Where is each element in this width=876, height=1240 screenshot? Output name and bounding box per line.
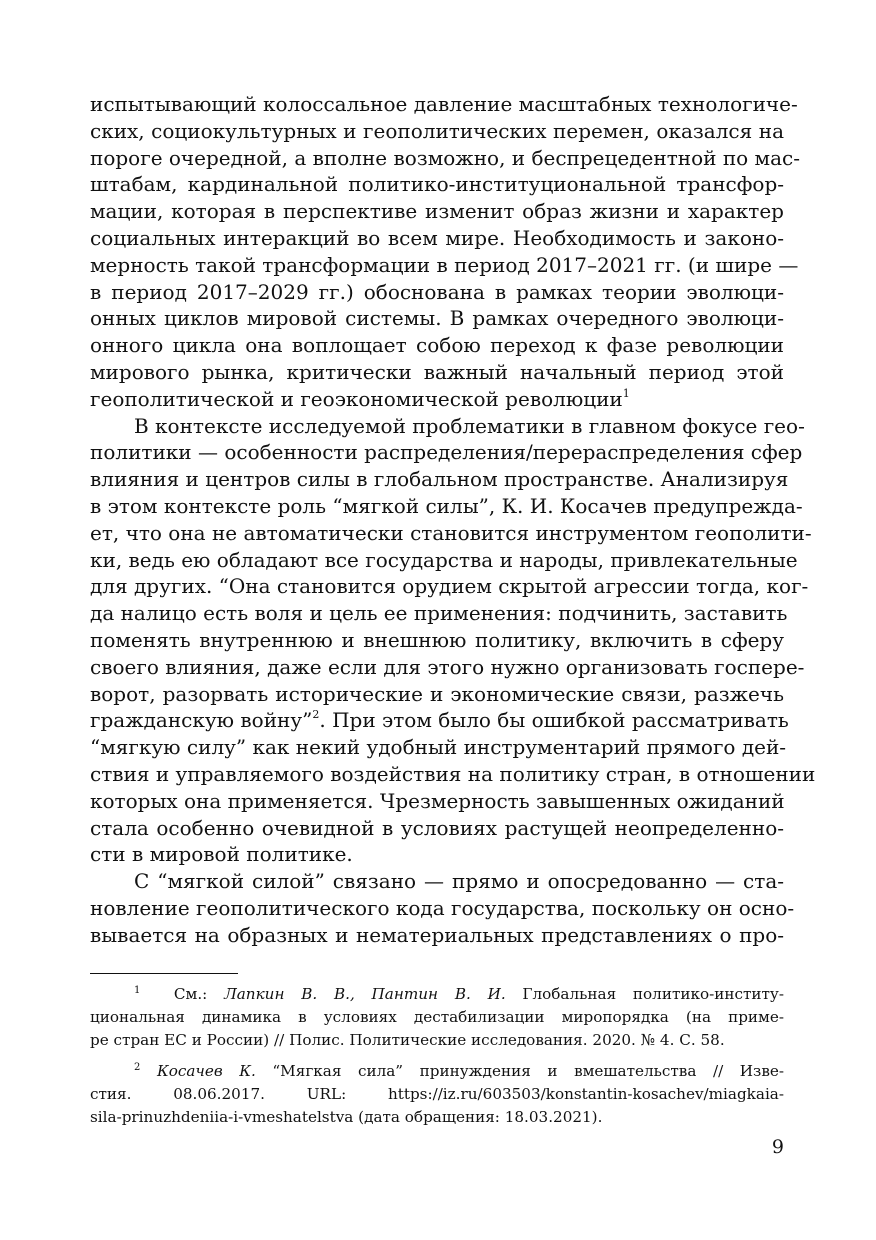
text-line: да налицо есть воля и цель ее применения: подчинить, заставить	[90, 601, 788, 626]
text-fragment: геополитической и геоэкономической революции	[90, 386, 623, 411]
text-fragment: Глобальная политико-институ-	[505, 985, 784, 1003]
footnote-divider	[90, 973, 238, 974]
text-line: мирового рынка, критически важный начальный период этой	[90, 359, 784, 384]
text-line: В контексте исследуемой проблематики в главном фокусе гео-	[134, 413, 805, 438]
footnote-authors: Лапкин В. В., Пантин В. И.	[224, 985, 506, 1003]
text-fragment: “Мягкая сила” принуждения и вмешательства // Изве-	[255, 1062, 784, 1080]
text-fragment: . При этом было бы ошибкой рассматривать	[319, 708, 789, 733]
footnote-line: циональная динамика в условиях дестабилизации миропорядка (на приме-	[90, 1008, 784, 1026]
footnote-mark: 1	[134, 985, 141, 996]
text-line: политики — особенности распределения/перераспределения сфер	[90, 440, 803, 465]
footnote-line	[90, 983, 784, 1006]
text-fragment: См.:	[173, 985, 225, 1003]
text-line: ет, что она не автоматически становится инструментом геополити-	[90, 520, 812, 545]
text-line: социальных интеракций во всем мире. Необходимость и законо-	[90, 225, 784, 250]
text-line: онных циклов мировой системы. В рамках очередного эволюци-	[90, 306, 784, 331]
text-line: в этом контексте роль “мягкой силы”, К. И. Косачев предупрежда-	[90, 493, 803, 518]
text-line: штабам, кардинальной политико-институциональной трансфор-	[90, 172, 784, 197]
text-line: С “мягкой силой” связано — прямо и опосредованно — ста-	[134, 869, 784, 894]
footnote-line[interactable]: стия. 08.06.2017. URL: https://iz.ru/603503/konstantin-kosachev/miagkaia-	[90, 1085, 784, 1103]
footnote-line	[90, 1060, 784, 1083]
footnote-ref-2[interactable]: 2	[312, 708, 320, 722]
footnote-ref-1[interactable]: 1	[622, 386, 630, 400]
text-line: мерность такой трансформации в период 2017–2021 гг. (и шире —	[90, 252, 799, 277]
text-line: пороге очередной, а вполне возможно, и беспрецедентной по мас-	[90, 145, 800, 170]
footnotes	[90, 983, 784, 1129]
footnote-line: sila-prinuzhdeniia-i-vmeshatelstva (дата обращения: 18.03.2021).	[90, 1108, 603, 1126]
text-line: влияния и центров силы в глобальном пространстве. Анализируя	[90, 467, 789, 492]
text-line: сти в мировой политике.	[90, 842, 353, 867]
text-line: ских, социокультурных и геополитических перемен, оказался на	[90, 118, 784, 143]
text-line: ворот, разорвать исторические и экономические связи, разжечь	[90, 681, 784, 706]
text-fragment: гражданскую войну”	[90, 708, 313, 733]
text-line: для других. “Она становится орудием скрытой агрессии тогда, ког-	[90, 574, 809, 599]
text-line: новление геополитического кода государства, поскольку он осно-	[90, 895, 795, 920]
footnote-line: ре стран ЕС и России) // Полис. Политические исследования. 2020. № 4. С. 58.	[90, 1031, 725, 1049]
text-line: ствия и управляемого воздействия на политику стран, в отношении	[90, 761, 816, 786]
text-line	[90, 707, 789, 734]
footnote-mark: 2	[134, 1062, 141, 1073]
text-line: онного цикла она воплощает собою переход к фазе революции	[90, 333, 784, 358]
text-line	[90, 386, 784, 413]
footnote-2	[90, 1060, 784, 1129]
text-line: ки, ведь ею обладают все государства и народы, привлекательные	[90, 547, 798, 572]
text-line: своего влияния, даже если для этого нужно организовать госпере-	[90, 654, 805, 679]
text-line: испытывающий колоссальное давление масштабных технологиче-	[90, 92, 798, 116]
main-text	[90, 91, 816, 949]
text-line: “мягкую силу” как некий удобный инструментарий прямого дей-	[90, 735, 787, 760]
footnote-author: Косачев К.	[156, 1062, 256, 1080]
text-line: мации, которая в перспективе изменит образ жизни и характер	[90, 199, 784, 224]
text-line: стала особенно очевидной в условиях растущей неопределенно-	[90, 815, 784, 840]
text-line: которых она применяется. Чрезмерность завышенных ожиданий	[90, 788, 785, 813]
page-number: 9	[771, 1136, 784, 1158]
text-line: вывается на образных и нематериальных представлениях о про-	[90, 922, 784, 947]
text-line: в период 2017–2029 гг.) обоснована в рамках теории эволюци-	[90, 279, 784, 304]
text-line: поменять внутреннюю и внешнюю политику, включить в сферу	[90, 627, 784, 652]
footnote-1	[90, 983, 784, 1052]
